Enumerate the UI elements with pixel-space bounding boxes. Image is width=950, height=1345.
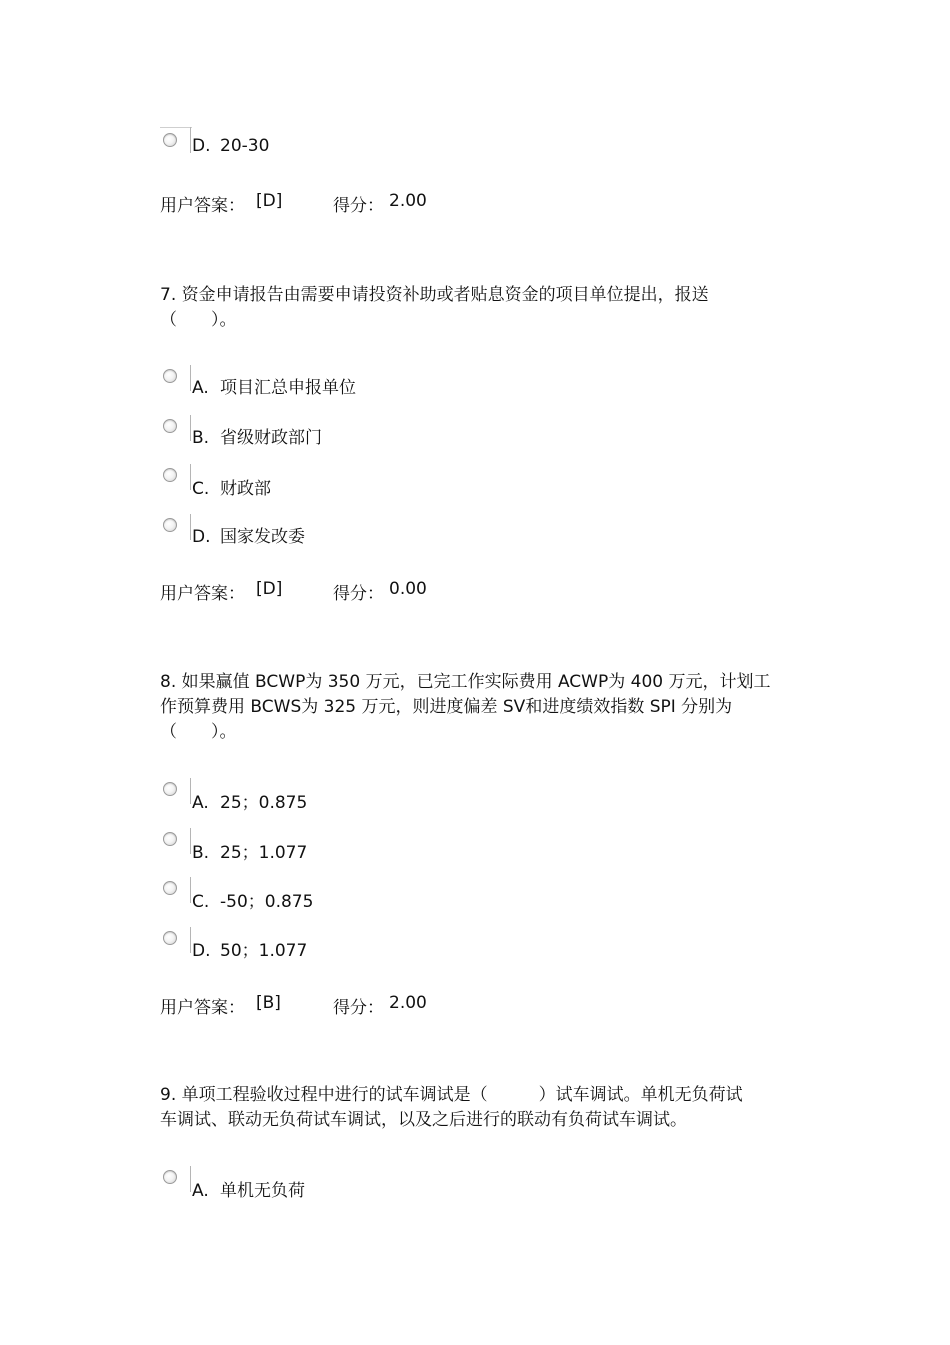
- option-divider: [190, 127, 191, 153]
- question-7-line-1: 7. 资金申请报告由需要申请投资补助或者贴息资金的项目单位提出，报送: [160, 285, 709, 305]
- option-q7-b[interactable]: [192, 423, 322, 448]
- option-q8-b[interactable]: [192, 838, 307, 863]
- option-q8-c[interactable]: [192, 887, 313, 912]
- radio-button-q7-b[interactable]: [163, 419, 177, 433]
- option-divider: [190, 514, 191, 540]
- option-q7-a[interactable]: [192, 373, 356, 398]
- radio-button-q7-c[interactable]: [163, 468, 177, 482]
- option-text: -50；0.875: [220, 892, 314, 912]
- option-text: 财政部: [220, 479, 271, 499]
- question-7-line-2: （ ）。: [160, 310, 237, 330]
- option-text: 省级财政部门: [220, 428, 322, 448]
- question-8-line-2: 作预算费用 BCWS为 325 万元，则进度偏差 SV和进度绩效指数 SPI 分别为: [160, 697, 733, 717]
- score-label: 得分：: [333, 196, 384, 216]
- option-letter: C.: [192, 479, 210, 499]
- question-9-line-1: 9. 单项工程验收过程中进行的试车调试是（ ）试车调试。单机无负荷试: [160, 1085, 743, 1105]
- option-q7-d[interactable]: [192, 522, 305, 547]
- option-divider: [190, 877, 191, 903]
- option-divider: [190, 927, 191, 953]
- score-value: 2.00: [389, 993, 427, 1013]
- option-text: 50；1.077: [220, 941, 308, 961]
- score-value: 2.00: [389, 191, 427, 211]
- question-9-line-2: 车调试、联动无负荷试车调试，以及之后进行的联动有负荷试车调试。: [160, 1110, 687, 1130]
- option-letter: D.: [192, 941, 211, 961]
- score-label: 得分：: [333, 584, 384, 604]
- user-answer-label: 用户答案：: [160, 196, 245, 216]
- option-text: 20-30: [220, 136, 270, 156]
- option-letter: D.: [192, 527, 211, 547]
- option-text: 项目汇总申报单位: [220, 378, 356, 398]
- option-letter: D.: [192, 136, 211, 156]
- radio-button-q7-a[interactable]: [163, 369, 177, 383]
- radio-button-q6-d[interactable]: [163, 133, 177, 147]
- user-answer-value: [D]: [256, 191, 283, 211]
- option-q8-a[interactable]: [192, 788, 307, 813]
- option-divider: [190, 1166, 191, 1192]
- option-divider: [190, 415, 191, 441]
- radio-button-q8-d[interactable]: [163, 931, 177, 945]
- option-letter: B.: [192, 843, 210, 863]
- option-divider: [190, 828, 191, 854]
- option-letter: A.: [192, 1181, 209, 1201]
- user-answer-label: 用户答案：: [160, 584, 245, 604]
- option-letter: C.: [192, 892, 210, 912]
- option-q6-d[interactable]: [192, 136, 269, 156]
- question-8-line-3: （ ）。: [160, 722, 237, 742]
- option-q8-d[interactable]: [192, 936, 307, 961]
- option-text: 国家发改委: [220, 527, 305, 547]
- option-text: 单机无负荷: [220, 1181, 305, 1201]
- option-letter: A.: [192, 378, 209, 398]
- radio-button-q8-c[interactable]: [163, 881, 177, 895]
- option-text: 25；0.875: [220, 793, 308, 813]
- option-top-border: [160, 127, 192, 128]
- option-divider: [190, 365, 191, 391]
- radio-button-q8-a[interactable]: [163, 782, 177, 796]
- option-q9-a[interactable]: [192, 1176, 305, 1201]
- user-answer-label: 用户答案：: [160, 998, 245, 1018]
- user-answer-value: [D]: [256, 579, 283, 599]
- option-q7-c[interactable]: [192, 474, 271, 499]
- option-letter: A.: [192, 793, 209, 813]
- question-8-line-1: 8. 如果赢值 BCWP为 350 万元，已完工作实际费用 ACWP为 400 万元，计划工: [160, 672, 771, 692]
- radio-button-q8-b[interactable]: [163, 832, 177, 846]
- radio-button-q7-d[interactable]: [163, 518, 177, 532]
- option-text: 25；1.077: [220, 843, 308, 863]
- option-divider: [190, 778, 191, 804]
- radio-button-q9-a[interactable]: [163, 1170, 177, 1184]
- option-divider: [190, 464, 191, 490]
- score-label: 得分：: [333, 998, 384, 1018]
- score-value: 0.00: [389, 579, 427, 599]
- option-letter: B.: [192, 428, 210, 448]
- user-answer-value: [B]: [256, 993, 281, 1013]
